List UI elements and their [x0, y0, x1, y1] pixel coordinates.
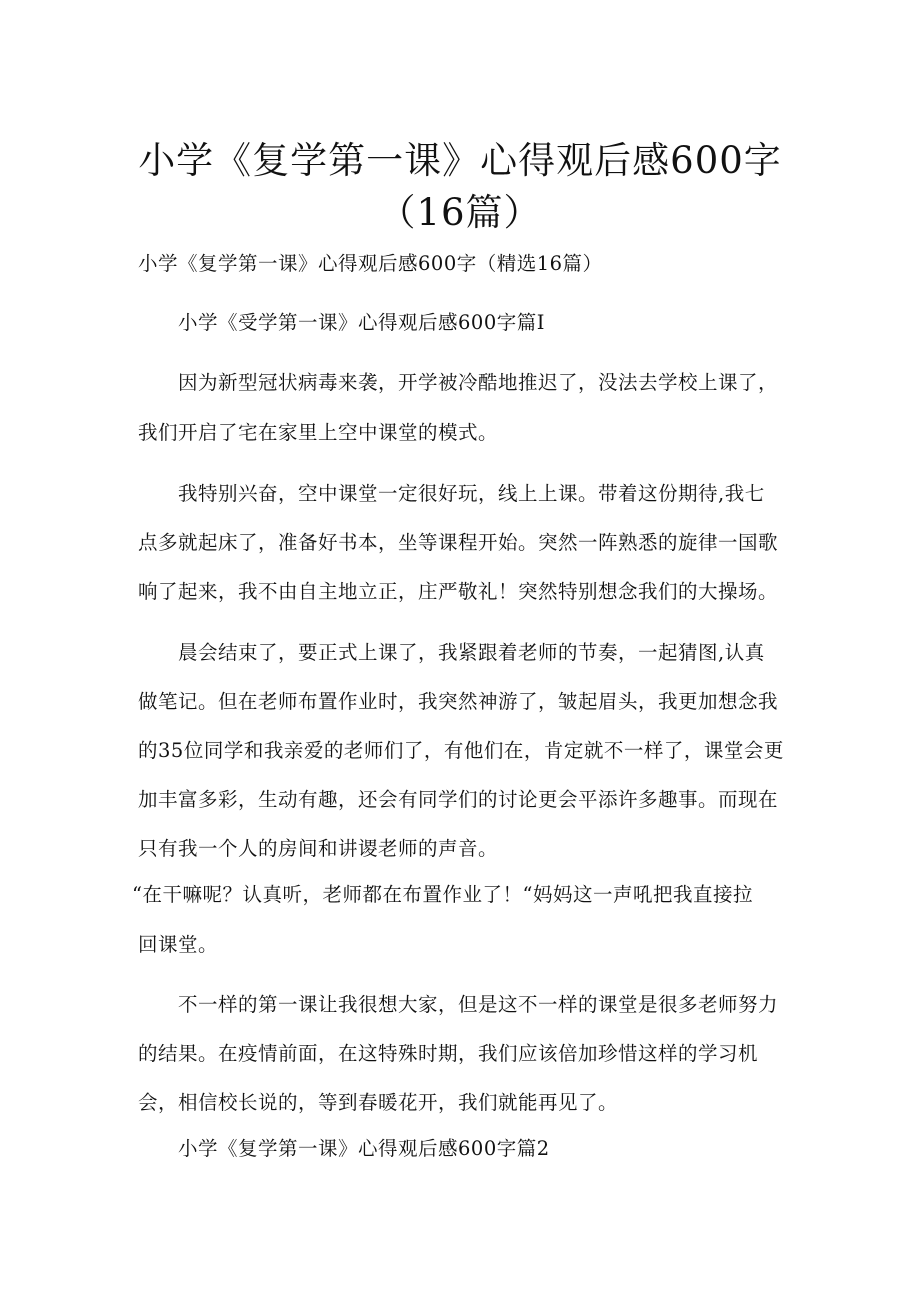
paragraph-line: 回课堂。 [138, 933, 219, 956]
paragraph-line: 不一样的第一课让我很想大家，但是这不一样的课堂是很多老师努力 [178, 993, 779, 1016]
paragraph-line: 的35位同学和我亲爱的老师们了，有他们在，肯定就不一样了，课堂会更 [138, 739, 784, 762]
paragraph-line: 我特别兴奋，空中课堂一定很好玩，线上上课。带着这份期待,我七 [178, 482, 765, 505]
paragraph-line: 点多就起床了，准备好书本，坐等课程开始。突然一阵熟悉的旋律一国歌 [138, 531, 779, 554]
document-subtitle: 小学《复学第一课》心得观后感600字（精选16篇） [138, 252, 603, 275]
section-heading-2: 小学《复学第一课》心得观后感600字篇2 [178, 1137, 550, 1160]
paragraph-line: “在干嘛呢？认真听，老师都在布置作业了！“妈妈这一声吼把我直接拉 [132, 883, 753, 906]
document-title-line-1: 小学《复学第一课》心得观后感600字 [138, 139, 782, 182]
paragraph-line: 因为新型冠状病毒来袭，开学被冷酷地推迟了，没法去学校上课了， [178, 371, 779, 394]
paragraph-line: 响了起来，我不由自主地立正，庄严敬礼！突然特别想念我们的大操场。 [138, 580, 779, 603]
paragraph-line: 只有我一个人的房间和讲谡老师的声音。 [138, 837, 499, 860]
paragraph-line: 我们开启了宅在家里上空中课堂的模式。 [138, 421, 499, 444]
paragraph-line: 会，相信校长说的，等到春暖花开，我们就能再见了。 [138, 1091, 619, 1114]
paragraph-line: 加丰富多彩，生动有趣，还会有同学们的讨论更会平添许多趣事。而现在 [138, 788, 779, 811]
paragraph-line: 晨会结束了，要正式上课了，我紧跟着老师的节奏，一起猜图,认真 [178, 641, 765, 664]
section-heading-1: 小学《受学第一课》心得观后感600字篇I [178, 311, 545, 334]
document-title-line-2: （16篇） [378, 191, 542, 234]
paragraph-line: 的结果。在疫情前面，在这特殊时期，我们应该倍加珍惜这样的学习机 [138, 1042, 759, 1065]
paragraph-line: 做笔记。但在老师布置作业时，我突然神游了，皱起眉头，我更加想念我 [138, 690, 779, 713]
